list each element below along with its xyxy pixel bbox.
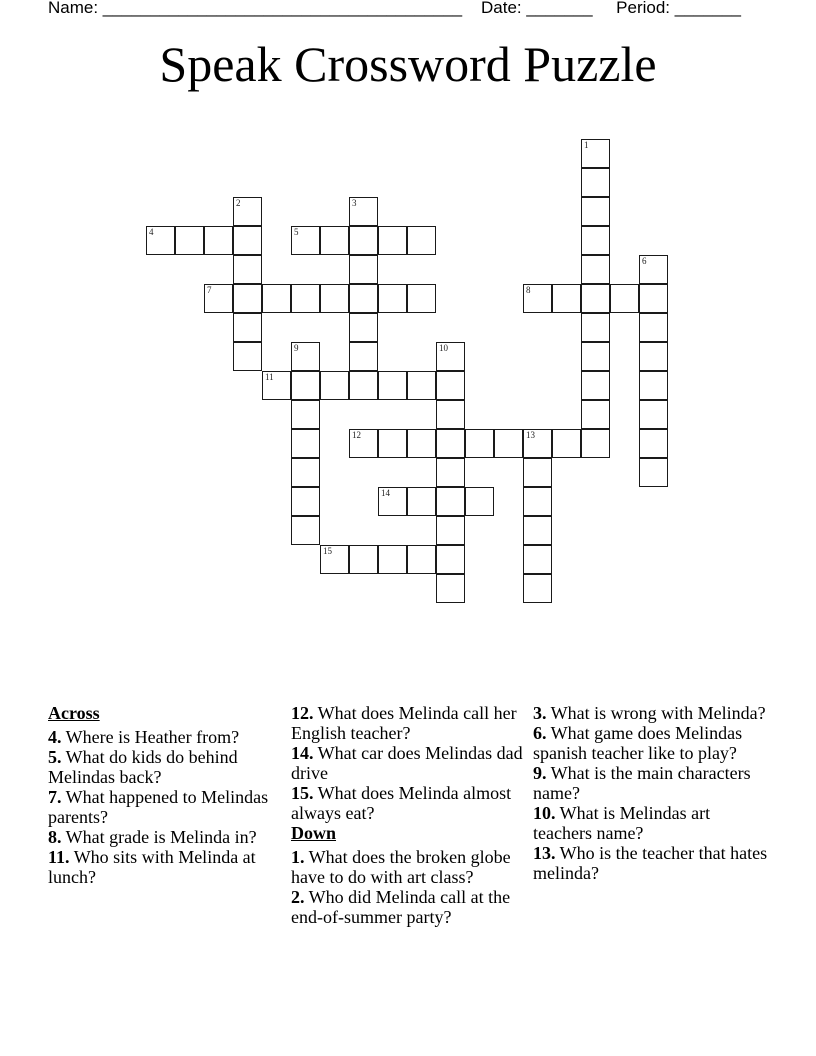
crossword-cell[interactable] (436, 371, 465, 400)
crossword-cell[interactable] (204, 226, 233, 255)
crossword-cell[interactable] (291, 226, 320, 255)
crossword-cell[interactable] (639, 284, 668, 313)
clue-down-13: 13. Who is the teacher that hates melinda? (533, 843, 768, 883)
clue-number: 1 (584, 140, 589, 150)
crossword-cell[interactable] (233, 284, 262, 313)
crossword-cell[interactable] (436, 342, 465, 371)
date-blank[interactable]: _______ (526, 0, 593, 17)
clue-across-12: 12. What does Melinda call her English teacher? (291, 703, 517, 743)
clue-down-10: 10. What is Melindas art teachers name? (533, 803, 711, 843)
crossword-cell[interactable] (581, 226, 610, 255)
crossword-cell[interactable] (581, 400, 610, 429)
clue-number: 6 (642, 256, 647, 266)
clue-down-2: 2. Who did Melinda call at the end-of-summer party? (291, 887, 511, 927)
crossword-cell[interactable] (436, 458, 465, 487)
crossword-cell[interactable] (407, 545, 436, 574)
clue-number: 4 (149, 227, 154, 237)
crossword-cell[interactable] (639, 371, 668, 400)
crossword-cell[interactable] (378, 429, 407, 458)
date-label: Date: (480, 0, 527, 17)
clue-number: 2 (236, 198, 241, 208)
crossword-cell[interactable] (407, 226, 436, 255)
clue-down-1: 1. What does the broken globe have to do with art class? (291, 847, 511, 887)
clue-number: 8 (526, 285, 531, 295)
clue-number: 5 (294, 227, 299, 237)
clues-column-1 (48, 703, 283, 887)
crossword-cell[interactable] (349, 429, 378, 458)
crossword-cell[interactable] (523, 516, 552, 545)
crossword-cell[interactable] (262, 371, 291, 400)
crossword-cell[interactable] (407, 284, 436, 313)
crossword-cell[interactable] (581, 255, 610, 284)
crossword-cell[interactable] (581, 429, 610, 458)
name-label: Name: (48, 0, 103, 17)
crossword-cell[interactable] (233, 313, 262, 342)
crossword-cell[interactable] (523, 545, 552, 574)
crossword-cell[interactable] (291, 429, 320, 458)
crossword-cell[interactable] (349, 371, 378, 400)
crossword-cell[interactable] (349, 342, 378, 371)
clue-number: 9 (294, 343, 299, 353)
crossword-cell[interactable] (407, 371, 436, 400)
crossword-cell[interactable] (465, 487, 494, 516)
crossword-cell[interactable] (378, 371, 407, 400)
clue-across-7: 7. What happened to Melindas parents? (48, 787, 269, 827)
crossword-cell[interactable] (436, 574, 465, 603)
period-label: Period: (616, 0, 675, 17)
crossword-cell[interactable] (320, 545, 349, 574)
crossword-cell[interactable] (175, 226, 204, 255)
crossword-cell[interactable] (465, 429, 494, 458)
crossword-cell[interactable] (552, 429, 581, 458)
crossword-cell[interactable] (146, 226, 175, 255)
crossword-cell[interactable] (436, 516, 465, 545)
crossword-cell[interactable] (436, 545, 465, 574)
period-blank[interactable]: _______ (674, 0, 741, 17)
clue-across-8: 8. What grade is Melinda in? (48, 827, 257, 847)
page-title: Speak Crossword Puzzle (159, 36, 657, 92)
crossword-cell[interactable] (436, 429, 465, 458)
crossword-cell[interactable] (552, 284, 581, 313)
clue-across-4: 4. Where is Heather from? (48, 727, 240, 747)
crossword-cell[interactable] (581, 342, 610, 371)
clue-across-15: 15. What does Melinda almost always eat? (291, 783, 512, 823)
crossword-cell[interactable] (291, 342, 320, 371)
crossword-cell[interactable] (581, 371, 610, 400)
crossword-cell[interactable] (233, 255, 262, 284)
crossword-cell[interactable] (581, 139, 610, 168)
crossword-cell[interactable] (581, 197, 610, 226)
crossword-cell[interactable] (523, 574, 552, 603)
crossword-cell[interactable] (291, 487, 320, 516)
crossword-cell[interactable] (378, 487, 407, 516)
crossword-cell[interactable] (233, 197, 262, 226)
crossword-cell[interactable] (233, 226, 262, 255)
crossword-cell[interactable] (407, 429, 436, 458)
crossword-cell[interactable] (639, 313, 668, 342)
name-blank[interactable]: ______________________________________ (102, 0, 463, 17)
crossword-cell[interactable] (407, 487, 436, 516)
crossword-cell[interactable] (291, 516, 320, 545)
clue-number: 15 (323, 546, 332, 556)
crossword-cell[interactable] (639, 458, 668, 487)
crossword-cell[interactable] (291, 458, 320, 487)
crossword-cell[interactable] (639, 255, 668, 284)
clue-down-9: 9. What is the main characters name? (533, 763, 751, 803)
clue-number: 12 (352, 430, 361, 440)
crossword-cell[interactable] (494, 429, 523, 458)
clue-number: 14 (381, 488, 390, 498)
crossword-cell[interactable] (436, 487, 465, 516)
crossword-cell[interactable] (523, 429, 552, 458)
crossword-cell[interactable] (349, 545, 378, 574)
crossword-cell[interactable] (581, 284, 610, 313)
crossword-cell[interactable] (204, 284, 233, 313)
crossword-cell[interactable] (639, 342, 668, 371)
crossword-cell[interactable] (291, 371, 320, 400)
clue-across-14: 14. What car does Melindas dad drive (291, 743, 523, 783)
crossword-cell[interactable] (320, 284, 349, 313)
across-heading: Across (48, 703, 100, 723)
crossword-cell[interactable] (349, 284, 378, 313)
crossword-cell[interactable] (291, 400, 320, 429)
crossword-cell[interactable] (233, 342, 262, 371)
clue-across-5: 5. What do kids do behind Melindas back? (48, 747, 238, 787)
crossword-cell[interactable] (349, 255, 378, 284)
crossword-cell[interactable] (291, 284, 320, 313)
crossword-cell[interactable] (610, 284, 639, 313)
crossword-cell[interactable] (523, 458, 552, 487)
crossword-cell[interactable] (639, 400, 668, 429)
crossword-cell[interactable] (349, 313, 378, 342)
crossword-cell[interactable] (378, 226, 407, 255)
clues-column-3 (533, 703, 768, 883)
clue-number: 10 (439, 343, 448, 353)
crossword-cell[interactable] (523, 487, 552, 516)
crossword-cell[interactable] (639, 429, 668, 458)
clue-across-11: 11. Who sits with Melinda at lunch? (48, 847, 256, 887)
crossword-cell[interactable] (349, 197, 378, 226)
crossword-cell[interactable] (523, 284, 552, 313)
crossword-cell[interactable] (320, 226, 349, 255)
crossword-cell[interactable] (378, 284, 407, 313)
clues-column-2 (291, 703, 526, 927)
clue-down-3: 3. What is wrong with Melinda? (533, 703, 766, 723)
clue-number: 3 (352, 198, 357, 208)
crossword-cell[interactable] (320, 371, 349, 400)
clue-number: 7 (207, 285, 212, 295)
clue-number: 11 (265, 372, 274, 382)
crossword-cell[interactable] (378, 545, 407, 574)
crossword-cell[interactable] (581, 168, 610, 197)
crossword-cell[interactable] (581, 313, 610, 342)
crossword-cell[interactable] (349, 226, 378, 255)
clue-number: 13 (526, 430, 535, 440)
down-heading: Down (291, 823, 337, 843)
crossword-cell[interactable] (262, 284, 291, 313)
clue-down-6: 6. What game does Melindas spanish teacher like to play? (533, 723, 743, 763)
crossword-cell[interactable] (436, 400, 465, 429)
